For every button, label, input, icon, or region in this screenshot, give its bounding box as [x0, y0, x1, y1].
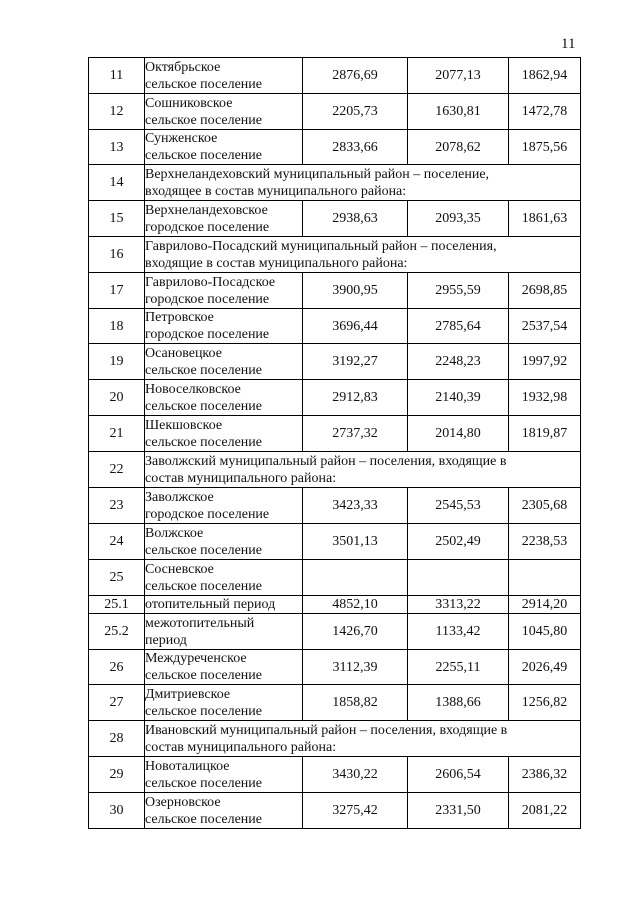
name-line: входящие в состав муниципального района: [145, 255, 408, 271]
value-cell-1: 3900,95 [303, 273, 408, 309]
name-line: городское поселение [145, 219, 270, 235]
district-heading [145, 237, 581, 273]
table-row [89, 94, 581, 130]
row-number: 30 [89, 793, 145, 829]
name-line: входящее в состав муниципального района: [145, 183, 407, 199]
value-cell-3: 1256,82 [509, 685, 581, 721]
settlement-name [145, 650, 303, 685]
settlement-name [145, 273, 303, 309]
table-row [89, 165, 581, 201]
settlement-name [145, 614, 303, 650]
value-cell-2: 2502,49 [408, 524, 509, 560]
value-cell-3: 1997,92 [509, 344, 581, 380]
name-line: Гаврилово-Посадский муниципальный район – поселения, [145, 238, 497, 254]
value-cell-1: 2938,63 [303, 201, 408, 237]
value-cell-3: 1875,56 [509, 130, 581, 165]
row-number: 28 [89, 721, 145, 757]
settlement-name [145, 488, 303, 524]
name-line: состав муниципального района: [145, 739, 337, 755]
value-cell-3: 1045,80 [509, 614, 581, 650]
name-line: Сосневское [145, 561, 214, 577]
name-line: Сошниковское [145, 95, 233, 111]
value-cell-1: 3501,13 [303, 524, 408, 560]
table-row [89, 614, 581, 650]
settlement-name [145, 344, 303, 380]
row-number: 13 [89, 130, 145, 165]
name-line: сельское поселение [145, 775, 262, 791]
page-number: 11 [561, 36, 576, 52]
settlement-name [145, 757, 303, 793]
value-cell-1: 2737,32 [303, 416, 408, 452]
district-heading [145, 452, 581, 488]
value-cell-2: 3313,22 [408, 596, 509, 614]
name-line: состав муниципального района: [145, 470, 337, 486]
name-line: Заволжский муниципальный район – поселения, входящие в [145, 453, 507, 469]
table-row [89, 524, 581, 560]
value-cell-1: 2833,66 [303, 130, 408, 165]
table-row [89, 201, 581, 237]
value-cell-3: 2914,20 [509, 596, 581, 614]
name-line: городское поселение [145, 327, 270, 342]
value-cell-2: 2014,80 [408, 416, 509, 452]
settlement-name [145, 58, 303, 94]
name-line: Сунженское [145, 131, 218, 146]
name-line: сельское поселение [145, 578, 262, 594]
settlement-name [145, 201, 303, 237]
row-number: 25.1 [89, 596, 145, 614]
name-line: сельское поселение [145, 668, 262, 683]
value-cell-2: 2140,39 [408, 380, 509, 416]
name-line: сельское поселение [145, 398, 262, 414]
settlement-name [145, 596, 303, 614]
table-row [89, 685, 581, 721]
name-line: сельское поселение [145, 76, 262, 92]
value-cell-2 [408, 560, 509, 596]
row-number: 24 [89, 524, 145, 560]
value-cell-3: 1819,87 [509, 416, 581, 452]
name-line: сельское поселение [145, 811, 262, 827]
name-line: межотопительный [145, 615, 255, 631]
name-line: Междуреченское [145, 651, 247, 666]
value-cell-3 [509, 560, 581, 596]
row-number: 22 [89, 452, 145, 488]
row-number: 27 [89, 685, 145, 721]
name-line: городское поселение [145, 291, 270, 307]
table-row [89, 237, 581, 273]
name-line: городское поселение [145, 506, 270, 522]
row-number: 26 [89, 650, 145, 685]
settlement-name [145, 94, 303, 130]
name-line: Гаврилово-Посадское [145, 274, 276, 290]
row-number: 15 [89, 201, 145, 237]
value-cell-3: 2698,85 [509, 273, 581, 309]
table-row [89, 560, 581, 596]
value-cell-2: 2955,59 [408, 273, 509, 309]
table-row [89, 650, 581, 685]
settlement-name [145, 685, 303, 721]
table-row [89, 130, 581, 165]
value-cell-3: 2305,68 [509, 488, 581, 524]
table-row [89, 273, 581, 309]
name-line: сельское поселение [145, 703, 262, 719]
value-cell-1: 1858,82 [303, 685, 408, 721]
row-number: 11 [89, 58, 145, 94]
name-line: Осановецкое [145, 345, 222, 361]
value-cell-1: 3275,42 [303, 793, 408, 829]
row-number: 23 [89, 488, 145, 524]
row-number: 12 [89, 94, 145, 130]
value-cell-2: 1630,81 [408, 94, 509, 130]
value-cell-3: 2238,53 [509, 524, 581, 560]
table-row [89, 596, 581, 614]
name-line: сельское поселение [145, 112, 262, 128]
value-cell-1: 3112,39 [303, 650, 408, 685]
settlement-name [145, 793, 303, 829]
value-cell-3: 2386,32 [509, 757, 581, 793]
value-cell-1: 2876,69 [303, 58, 408, 94]
value-cell-1: 2912,83 [303, 380, 408, 416]
value-cell-1: 1426,70 [303, 614, 408, 650]
settlement-name [145, 130, 303, 165]
row-number: 17 [89, 273, 145, 309]
name-line: Верхнеландеховское [145, 202, 268, 218]
table-row [89, 344, 581, 380]
name-line: Шекшовское [145, 417, 223, 433]
value-cell-2: 1133,42 [408, 614, 509, 650]
name-line: Ивановский муниципальный район – поселения, входящие в [145, 722, 508, 738]
row-number: 25.2 [89, 614, 145, 650]
settlement-name [145, 380, 303, 416]
row-number: 18 [89, 309, 145, 344]
value-cell-2: 1388,66 [408, 685, 509, 721]
row-number: 20 [89, 380, 145, 416]
name-line: период [145, 632, 187, 648]
name-line: отопительный период [145, 597, 276, 612]
settlement-name [145, 416, 303, 452]
name-line: Заволжское [145, 489, 214, 505]
value-cell-2: 2093,35 [408, 201, 509, 237]
value-cell-3: 2026,49 [509, 650, 581, 685]
value-cell-2: 2606,54 [408, 757, 509, 793]
value-cell-1: 3423,33 [303, 488, 408, 524]
row-number: 29 [89, 757, 145, 793]
row-number: 19 [89, 344, 145, 380]
value-cell-1: 3192,27 [303, 344, 408, 380]
value-cell-2: 2331,50 [408, 793, 509, 829]
value-cell-3: 2537,54 [509, 309, 581, 344]
settlement-name [145, 309, 303, 344]
tariff-table [88, 57, 581, 829]
value-cell-3: 1472,78 [509, 94, 581, 130]
name-line: сельское поселение [145, 362, 262, 378]
name-line: Дмитриевское [145, 686, 231, 702]
name-line: Петровское [145, 310, 214, 325]
name-line: Волжское [145, 525, 204, 541]
name-line: Новоталицкое [145, 758, 230, 774]
table-row [89, 793, 581, 829]
district-heading [145, 721, 581, 757]
name-line: Верхнеландеховский муниципальный район – поселение, [145, 166, 490, 182]
value-cell-2: 2545,53 [408, 488, 509, 524]
table-body [89, 58, 581, 829]
name-line: Новоселковское [145, 381, 241, 397]
name-line: сельское поселение [145, 148, 262, 163]
value-cell-1 [303, 560, 408, 596]
name-line: Озерновское [145, 794, 221, 810]
table-row [89, 757, 581, 793]
value-cell-2: 2077,13 [408, 58, 509, 94]
table-row [89, 452, 581, 488]
value-cell-3: 1932,98 [509, 380, 581, 416]
name-line: сельское поселение [145, 542, 262, 558]
settlement-name [145, 560, 303, 596]
table-row [89, 58, 581, 94]
row-number: 21 [89, 416, 145, 452]
table-row [89, 488, 581, 524]
value-cell-1: 2205,73 [303, 94, 408, 130]
value-cell-3: 1861,63 [509, 201, 581, 237]
value-cell-1: 3430,22 [303, 757, 408, 793]
value-cell-2: 2785,64 [408, 309, 509, 344]
row-number: 25 [89, 560, 145, 596]
value-cell-2: 2078,62 [408, 130, 509, 165]
value-cell-3: 1862,94 [509, 58, 581, 94]
table-row [89, 380, 581, 416]
name-line: сельское поселение [145, 434, 262, 450]
value-cell-3: 2081,22 [509, 793, 581, 829]
value-cell-1: 4852,10 [303, 596, 408, 614]
settlement-name [145, 524, 303, 560]
district-heading [145, 165, 581, 201]
name-line: Октябрьское [145, 59, 221, 75]
value-cell-1: 3696,44 [303, 309, 408, 344]
row-number: 14 [89, 165, 145, 201]
value-cell-2: 2248,23 [408, 344, 509, 380]
table-row [89, 721, 581, 757]
row-number: 16 [89, 237, 145, 273]
table-row [89, 416, 581, 452]
value-cell-2: 2255,11 [408, 650, 509, 685]
table-row [89, 309, 581, 344]
